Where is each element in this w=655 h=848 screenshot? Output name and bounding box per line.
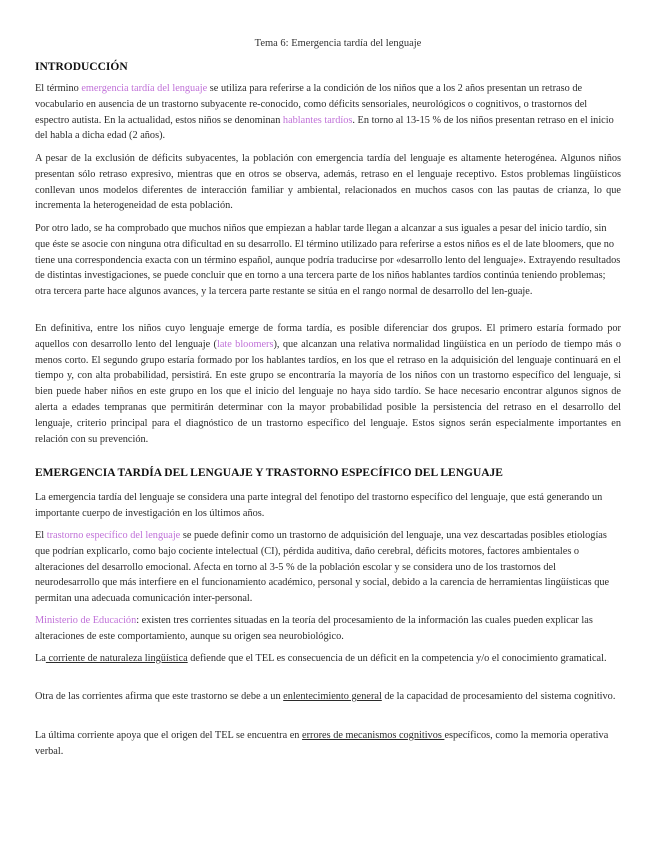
document-title: Tema 6: Emergencia tardía del lenguaje [254, 38, 422, 49]
paragraph-3: Por otro lado, se ha comprobado que muchos niños que empiezan a hablar tarde llegan a alcanzar a sus iguales a pesar del inicio tardío, sin que éste se asocie con ninguna otra dificultad en su desarrollo. El término utilizado para referirse a estos niños es el de late bloomers, que no tiene una correspondencia exacta con un término español, aunque podría traducirse por «desarrollo lento del lenguaje». Extrayendo resultados de distintas investigaciones, se puede concluir que en torno a una tercera parte de los niños hablantes tardíos continúa teniendo problemas; otra tercera parte hace algunos avances, y la tercera parte restante se sitúa en el rango normal de desarrollo del len-guaje. [35, 223, 621, 298]
link-trastorno-especifico[interactable]: trastorno específico del lenguaje [46, 530, 181, 541]
paragraph-9: Otra de las corrientes afirma que este trastorno se debe a un enlentecimiento general de la capacidad de procesamiento del sistema cognitivo. [35, 691, 616, 702]
paragraph-8: La corriente de naturaleza lingüística defiende que el TEL es consecuencia de un déficit en la competencia y/o el conocimiento gramatical. [35, 653, 607, 664]
link-ministerio-educacion[interactable]: Ministerio de Educación [35, 615, 137, 626]
link-hablantes-tardios[interactable]: hablantes tardíos [282, 114, 353, 126]
paragraph-7: Ministerio de Educación: existen tres corrientes situadas en la teoría del procesamiento de la información las cuales pueden explicar las alteraciones de este comportamiento, aunque su origen sea neurobiológico. [35, 615, 593, 642]
paragraph-10: La última corriente apoya que el origen del TEL se encuentra en errores de mecanismos cognitivos específicos, como la memoria operativa verbal. [35, 730, 609, 757]
paragraph-1: El término emergencia tardía del lenguaje se utiliza para referirse a la condición de los niños que a los 2 años presentan un retraso de vocabulario en ausencia de un trastorno subyacente re-conocido, como déficits sensoriales, neurológicos o cognitivos, o trastornos del espectro autista. En la actualidad, estos niños se denominan hablantes tardíos. En torno al 13-15 % de los niños presentan retraso en el inicio del habla a dicha edad (2 años). [35, 83, 614, 142]
paragraph-2: A pesar de la exclusión de déficits subyacentes, la población con emergencia tardía del lenguaje es altamente heterogénea. Algunos niños presentan sólo retraso expresivo, mientras que en otros se observa, además, retraso en el lenguaje receptivo. Estos problemas lingüísticos conllevan unos modelos diferentes de interacción familiar y ambiental, relacionados en muchos casos con las pautas de crianza, lo que incrementa la heterogeneidad de esta población. [35, 153, 621, 212]
heading-emergencia-tel: EMERGENCIA TARDÍA DEL LENGUAJE Y TRASTORNO ESPECÍFICO DEL LENGUAJE [35, 467, 503, 479]
paragraph-6: El trastorno específico del lenguaje se puede definir como un trastorno de adquisición del lenguaje, una vez descartadas posibles etiologías que podrían explicarlo, como bajo cociente intelectual (CI), pérdida auditiva, daño cerebral, déficits motores, factores ambientales o alteraciones del desarrollo emocional. Afecta en torno al 3-5 % de la población escolar y se considera uno de los trastornos del neurodesarrollo que más interfiere en el funcionamiento académico, personal y social, debido a la carencia de herramientas lingüísticas que permitan una adecuada comunicación inter-personal. [35, 530, 610, 605]
paragraph-4: En definitiva, entre los niños cuyo lenguaje emerge de forma tardía, es posible diferenciar dos grupos. El primero estaría formado por aquellos con desarrollo lento del lenguaje (late bloomers), que alcanzan una relativa normalidad lingüística en un período de tiempo más o menos corto. El segundo grupo estaría formado por los hablantes tardíos, en los que el retraso en la adquisición del lenguaje continuará en el tiempo y, con alta probabilidad, persistirá. En este grupo se encontraría la mayoría de los niños con un trastorno específico del lenguaje, si bien puede haber niños en este grupo en los que el inicio del lenguaje no haya sido tardío. Se hace necesario encontrar algunos signos de alerta a edades tempranas que permitirán determinar con la mayor probabilidad posible la persistencia del retraso en el desarrollo del lenguaje, criterio principal para el diagnóstico de un trastorno específico del lenguaje. Estos signos serán especialmente importantes en relación con su prevención. [35, 323, 621, 445]
heading-introduccion: INTRODUCCIÓN [35, 61, 128, 73]
link-emergencia-tardia[interactable]: emergencia tardía del lenguaje [81, 83, 208, 94]
link-late-bloomers[interactable]: late bloomers [216, 338, 274, 350]
paragraph-5: La emergencia tardía del lenguaje se considera una parte integral del fenotipo del trastorno específico del lenguaje, que está generando un importante cuerpo de investigación en los últimos años. [35, 492, 603, 519]
